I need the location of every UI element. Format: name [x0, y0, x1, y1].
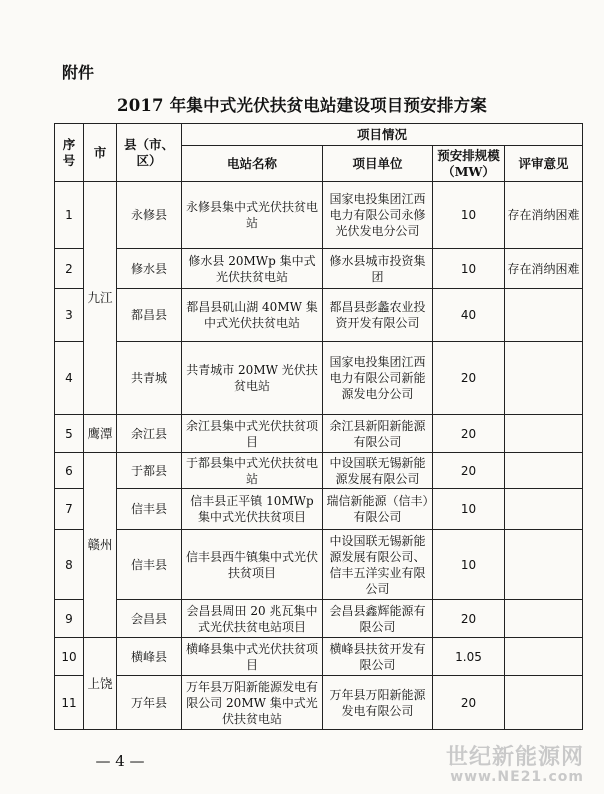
row-station-name: 横峰县集中式光伏扶贫项目 [182, 638, 323, 676]
row-review [505, 289, 583, 342]
document-title: 2017 年集中式光伏扶贫电站建设项目预安排方案 [117, 96, 487, 115]
table-row [55, 415, 583, 453]
row-project-unit: 瑞信新能源（信丰）有限公司 [323, 489, 433, 530]
row-county: 会昌县 [117, 600, 182, 638]
row-seq: 4 [55, 342, 84, 415]
header-project-unit: 项目单位 [323, 146, 433, 182]
row-seq: 3 [55, 289, 84, 342]
row-planned-scale: 20 [433, 342, 505, 415]
row-project-unit: 横峰县扶贫开发有限公司 [323, 638, 433, 676]
row-seq: 6 [55, 453, 84, 489]
header-project-info: 项目情况 [182, 124, 583, 146]
row-station-name: 都昌县矶山湖 40MW 集中式光伏扶贫电站 [182, 289, 323, 342]
row-seq: 1 [55, 182, 84, 249]
row-seq: 8 [55, 530, 84, 600]
table-row [55, 453, 583, 489]
watermark [446, 740, 584, 785]
watermark-url: www.NE21.com [450, 769, 584, 785]
row-project-unit: 中设国联无锡新能源发展有限公司 [323, 453, 433, 489]
row-station-name: 信丰县正平镇 10MWp 集中式光伏扶贫项目 [182, 489, 323, 530]
row-project-unit: 余江县新阳新能源有限公司 [323, 415, 433, 453]
row-planned-scale: 20 [433, 676, 505, 730]
header-planned-scale: 预安排规模（MW） [433, 146, 505, 182]
row-seq: 2 [55, 249, 84, 289]
header-county: 县（市、区） [117, 124, 182, 182]
row-county: 永修县 [117, 182, 182, 249]
table-row [55, 342, 583, 415]
watermark-text: 世纪新能源网 [445, 745, 584, 770]
row-planned-scale: 20 [433, 600, 505, 638]
city-cell: 九江 [84, 182, 117, 415]
row-planned-scale: 10 [433, 530, 505, 600]
row-review: 存在消纳困难 [505, 249, 583, 289]
city-cell: 上饶 [84, 638, 117, 730]
table-row [55, 638, 583, 676]
row-station-name: 会昌县周田 20 兆瓦集中式光伏扶贫电站项目 [182, 600, 323, 638]
table-row [55, 489, 583, 530]
row-project-unit: 万年县万阳新能源发电有限公司 [323, 676, 433, 730]
row-station-name: 信丰县西牛镇集中式光伏扶贫项目 [182, 530, 323, 600]
page-number: — 4 — [95, 752, 145, 770]
row-project-unit: 都昌县彭蠡农业投资开发有限公司 [323, 289, 433, 342]
row-project-unit: 国家电投集团江西电力有限公司永修光伏发电分公司 [323, 182, 433, 249]
row-planned-scale: 10 [433, 249, 505, 289]
row-seq: 9 [55, 600, 84, 638]
row-seq: 5 [55, 415, 84, 453]
row-county: 余江县 [117, 415, 182, 453]
city-cell: 鹰潭 [84, 415, 117, 453]
row-project-unit: 修水县城市投资集团 [323, 249, 433, 289]
row-review [505, 342, 583, 415]
row-planned-scale: 20 [433, 453, 505, 489]
row-county: 共青城 [117, 342, 182, 415]
table-row [55, 676, 583, 730]
row-review [505, 600, 583, 638]
row-station-name: 于都县集中式光伏扶贫电站 [182, 453, 323, 489]
row-project-unit: 会昌县鑫辉能源有限公司 [323, 600, 433, 638]
table-row [55, 289, 583, 342]
row-review [505, 489, 583, 530]
row-station-name: 余江县集中式光伏扶贫项目 [182, 415, 323, 453]
row-planned-scale: 10 [433, 182, 505, 249]
row-review [505, 453, 583, 489]
header-review: 评审意见 [505, 146, 583, 182]
row-planned-scale: 20 [433, 415, 505, 453]
row-review: 存在消纳困难 [505, 182, 583, 249]
row-county: 于都县 [117, 453, 182, 489]
attachment-label: 附件 [62, 63, 95, 82]
row-station-name: 共青城市 20MW 光伏扶贫电站 [182, 342, 323, 415]
header-city: 市 [84, 124, 117, 182]
row-station-name: 修水县 20MWp 集中式光伏扶贫电站 [182, 249, 323, 289]
project-plan-table [54, 123, 583, 730]
row-seq: 11 [55, 676, 84, 730]
header-station-name: 电站名称 [182, 146, 323, 182]
row-county: 修水县 [117, 249, 182, 289]
row-seq: 10 [55, 638, 84, 676]
header-seq: 序号 [55, 124, 84, 182]
row-planned-scale: 10 [433, 489, 505, 530]
table-row [55, 182, 583, 249]
row-project-unit: 国家电投集团江西电力有限公司新能源发电分公司 [323, 342, 433, 415]
row-station-name: 永修县集中式光伏扶贫电站 [182, 182, 323, 249]
row-county: 信丰县 [117, 489, 182, 530]
row-review [505, 530, 583, 600]
row-planned-scale: 1.05 [433, 638, 505, 676]
row-review [505, 676, 583, 730]
row-planned-scale: 40 [433, 289, 505, 342]
table-row [55, 600, 583, 638]
row-county: 信丰县 [117, 530, 182, 600]
row-project-unit: 中设国联无锡新能源发展有限公司、信丰五洋实业有限公司 [323, 530, 433, 600]
row-station-name: 万年县万阳新能源发电有限公司 20MW 集中式光伏扶贫电站 [182, 676, 323, 730]
row-county: 万年县 [117, 676, 182, 730]
row-county: 都昌县 [117, 289, 182, 342]
row-review [505, 415, 583, 453]
table-row [55, 249, 583, 289]
table-row [55, 530, 583, 600]
row-seq: 7 [55, 489, 84, 530]
city-cell: 赣州 [84, 453, 117, 638]
row-review [505, 638, 583, 676]
row-county: 横峰县 [117, 638, 182, 676]
